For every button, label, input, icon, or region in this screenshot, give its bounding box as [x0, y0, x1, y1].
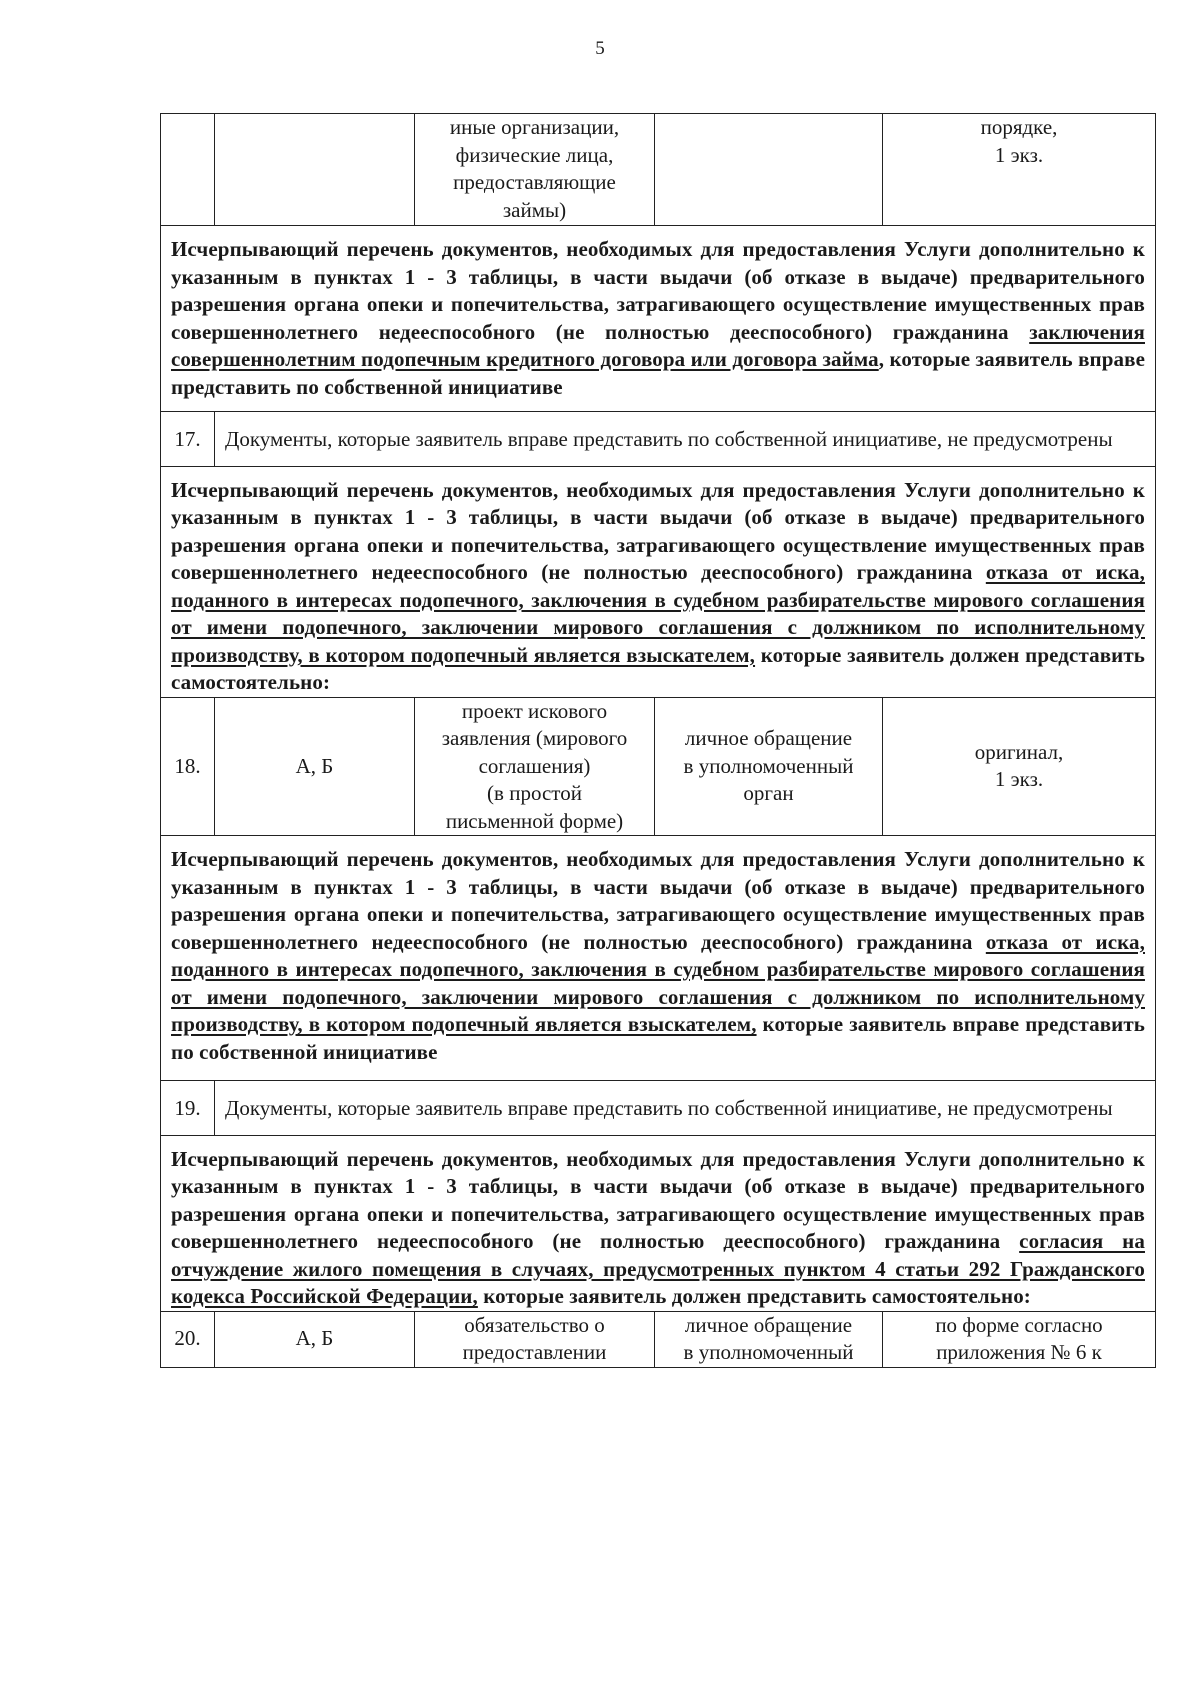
table-row [161, 697, 1156, 836]
line: (в простой [487, 781, 582, 805]
heading-underlined-text: согласия на отчуждение жилого помещения в случаях, предусмотренных пунктом 4 статьи 292 Гражданского кодекса Российской Федерации, [171, 1229, 1145, 1308]
cell-note: Документы, которые заявитель вправе представить по собственной инициативе, не предусмотрены [215, 412, 1156, 467]
cell-applicant: А, Б [215, 1311, 415, 1367]
heading-text: Исчерпывающий перечень документов, необходимых для предоставления Услуги дополнительно к указанным в пунктах 1 - 3 таблицы, в части выдачи (об отказе в выдаче) предварительного разрешения органа опеки и попечительства, затрагивающего осуществление имущественных прав совершеннолетнего недееспособного (не полностью дееспособного) гражданина [171, 1146, 1145, 1253]
section-heading [161, 466, 1156, 697]
line: иные организации, [449, 115, 620, 139]
line: в уполномоченный [683, 753, 854, 778]
line: письменной форме) [445, 808, 624, 833]
line: физические лица, [455, 142, 614, 167]
cell-number: 17. [161, 412, 215, 467]
heading-tail-text: , которые заявитель вправе представить по собственной инициативе [171, 347, 1145, 399]
table-row [161, 1081, 1156, 1136]
line: предоставляющие [453, 170, 616, 194]
section-heading-row [161, 466, 1156, 697]
table-row [161, 412, 1156, 467]
table-row [161, 114, 1156, 226]
heading-tail-text: которые заявитель должен представить самостоятельно: [477, 1284, 1031, 1308]
documents-table [160, 113, 1156, 1368]
section-heading-row [161, 836, 1156, 1081]
line: личное обращение [684, 1312, 853, 1337]
section-heading-row [161, 1135, 1156, 1311]
heading-tail-text: которые заявитель вправе представить по собственной инициативе [171, 1012, 1145, 1064]
heading-underlined-text: отказа от иска, поданного в интересах подопечного, заключения в судебном разбирательстве мирового соглашения от имени подопечного, заключении мирового соглашения с должником по исполнительному производству, в котором подопечный является взыскателем, [171, 929, 1145, 1036]
line: предоставлении [462, 1340, 607, 1364]
section-heading [161, 1135, 1156, 1311]
cell-form [883, 1311, 1156, 1367]
heading-text: Исчерпывающий перечень документов, необходимых для предоставления Услуги дополнительно к указанным в пунктах 1 - 3 таблицы, в части выдачи (об отказе в выдаче) предварительного разрешения органа опеки и попечительства, затрагивающего осуществление имущественных прав совершеннолетнего недееспособного (не полностью дееспособного) гражданина [171, 847, 1145, 954]
heading-underlined-text: отказа от иска, поданного в интересах подопечного, заключения в судебном разбирательстве мирового соглашения от имени подопечного, заключении мирового соглашения с должником по исполнительному производству, в котором подопечный является взыскателем, [171, 560, 1145, 667]
section-heading [161, 226, 1156, 412]
cell-form [883, 114, 1156, 226]
cell-number: 18. [161, 697, 215, 836]
cell-applicant: А, Б [215, 697, 415, 836]
line: обязательство о [464, 1312, 605, 1337]
heading-tail-text: которые заявитель должен представить самостоятельно: [171, 642, 1145, 694]
line: по форме согласно [935, 1312, 1103, 1337]
cell-number: 19. [161, 1081, 215, 1136]
line: личное обращение [684, 726, 853, 750]
heading-underlined-text: заключения совершеннолетним подопечным кредитного договора или договора займа [171, 319, 1145, 371]
cell-document [415, 1311, 655, 1367]
line: заявления (мирового [441, 726, 628, 750]
heading-text: Исчерпывающий перечень документов, необходимых для предоставления Услуги дополнительно к указанным в пунктах 1 - 3 таблицы, в части выдачи (об отказе в выдаче) предварительного разрешения органа опеки и попечительства, затрагивающего осуществление имущественных прав совершеннолетнего недееспособного (не полностью дееспособного) гражданина [171, 237, 1145, 344]
cell-note: Документы, которые заявитель вправе представить по собственной инициативе, не предусмотрены [215, 1081, 1156, 1136]
line: займы) [502, 197, 567, 222]
line: соглашения) [478, 753, 591, 778]
line: оригинал, [974, 739, 1064, 764]
line: в уполномоченный [683, 1340, 854, 1364]
cell-form [883, 697, 1156, 836]
cell-number: 20. [161, 1311, 215, 1367]
line: приложения № 6 к [936, 1340, 1102, 1364]
cell-method [655, 697, 883, 836]
line: 1 экз. [994, 142, 1044, 167]
line: порядке, [980, 115, 1058, 139]
cell-document [415, 114, 655, 226]
cell-method [655, 114, 883, 226]
line: 1 экз. [994, 767, 1044, 792]
table-row [161, 1311, 1156, 1367]
heading-text: Исчерпывающий перечень документов, необходимых для предоставления Услуги дополнительно к указанным в пунктах 1 - 3 таблицы, в части выдачи (об отказе в выдаче) предварительного разрешения органа опеки и попечительства, затрагивающего осуществление имущественных прав совершеннолетнего недееспособного (не полностью дееспособного) гражданина [171, 477, 1145, 584]
cell-document [415, 697, 655, 836]
page-number: 5 [595, 38, 605, 59]
cell-number [161, 114, 215, 226]
section-heading [161, 836, 1156, 1081]
cell-applicant [215, 114, 415, 226]
line: проект искового [461, 698, 608, 723]
cell-method [655, 1311, 883, 1367]
line: орган [743, 781, 794, 805]
section-heading-row [161, 226, 1156, 412]
